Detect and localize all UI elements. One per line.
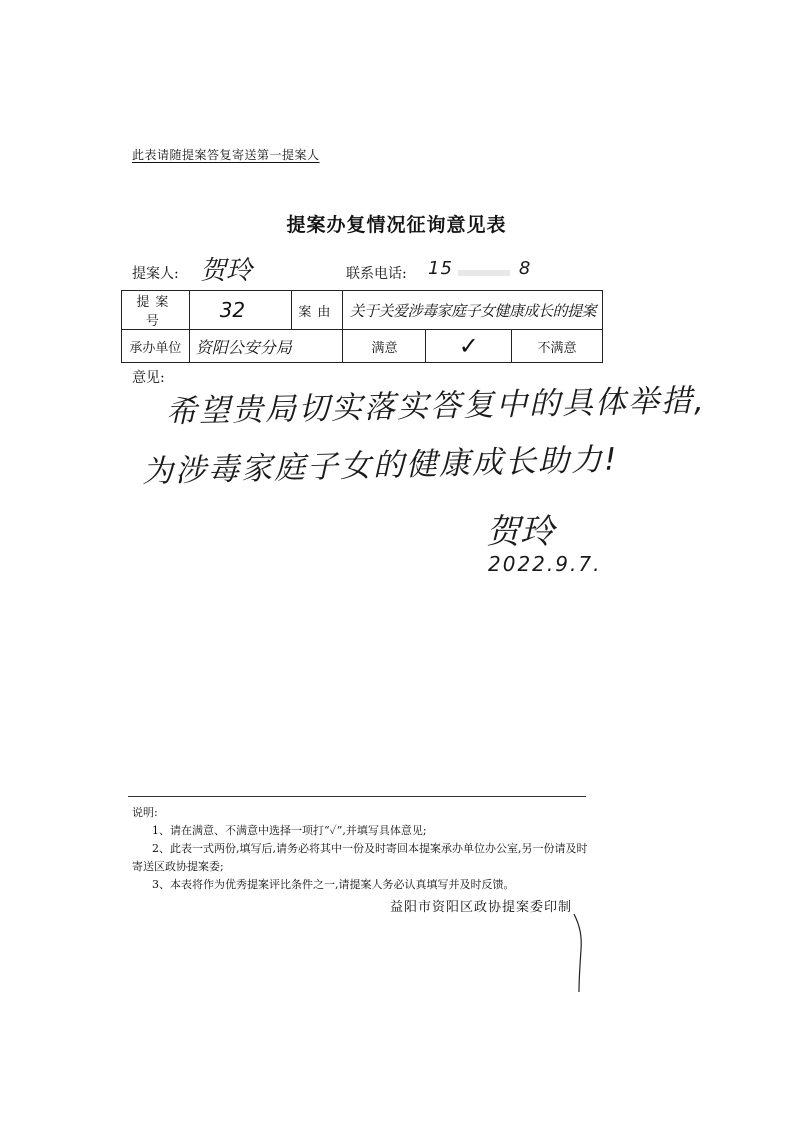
proposer-label: 提案人: [132, 266, 179, 282]
proposer-signature: 贺玲 [200, 256, 253, 286]
pen-stroke-mark [572, 912, 590, 994]
opinion-label: 意见: [132, 370, 165, 386]
satisfied-checkmark: ✓ [426, 330, 512, 363]
satisfied-label: 满意 [343, 330, 426, 363]
opinion-text-line-2: 为涉毒家庭子女的健康成长助力! [141, 441, 619, 490]
proposal-no-value: 32 [189, 291, 292, 330]
proposal-no-label: 提案号 [122, 291, 190, 330]
notes-heading: 说明: [132, 806, 158, 819]
notes-divider [128, 796, 586, 797]
proposal-info-table [121, 290, 603, 363]
phone-label: 联系电话: [346, 266, 407, 282]
phone-tail-digits: 8 [518, 258, 532, 279]
reason-label: 案由 [292, 291, 343, 330]
unit-label: 承办单位 [122, 330, 190, 363]
header-note: 此表请随提案答复寄送第一提案人 [132, 148, 320, 162]
opinion-text-line-1: 希望贵局切实落实答复中的具体举措, [165, 382, 707, 430]
note-item-1: 1、请在满意、不满意中选择一项打“✓”,并填写具体意见; [152, 824, 427, 837]
table-row [122, 291, 603, 330]
footer-issuer: 益阳市资阳区政协提案委印制 [390, 900, 573, 915]
reason-value: 关于关爱涉毒家庭子女健康成长的提案 [343, 291, 603, 330]
opinion-date: 2022.9.7. [488, 552, 602, 576]
notes-section [132, 804, 592, 894]
table-row [122, 330, 603, 363]
phone-redaction [458, 270, 510, 276]
unsatisfied-label: 不满意 [512, 330, 603, 363]
form-title: 提案办复情况征询意见表 [286, 214, 507, 236]
phone-visible-digits: 15 [428, 258, 453, 279]
note-item-3: 3、本表将作为优秀提案评比条件之一,请提案人务必认真填写并及时反馈。 [152, 878, 515, 891]
note-item-2: 2、此表一式两份,填写后,请务必将其中一份及时寄回本提案承办单位办公室,另一份请及时寄送区政协提案委; [132, 842, 588, 873]
opinion-signature: 贺玲 [486, 512, 554, 552]
unit-value: 资阳公安分局 [189, 330, 343, 363]
